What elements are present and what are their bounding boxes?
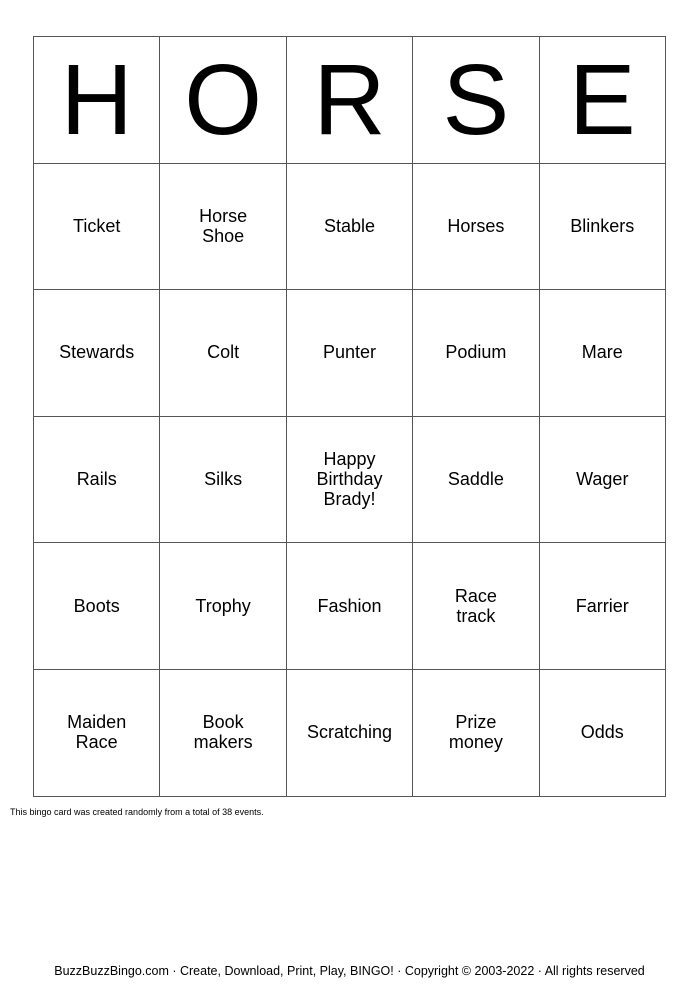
cell-text: Book makers <box>193 712 253 753</box>
bingo-cell <box>160 416 286 543</box>
header-letter: O <box>184 43 262 156</box>
bingo-cell <box>539 669 665 796</box>
bingo-cell <box>413 416 539 543</box>
generation-note: This bingo card was created randomly from a total of 38 events. <box>10 807 264 817</box>
cell-text: Scratching <box>306 722 392 743</box>
bingo-cell <box>160 543 286 670</box>
bingo-cell <box>413 163 539 290</box>
bingo-cell <box>413 290 539 417</box>
footer-credits: BuzzBuzzBingo.com · Create, Download, Print, Play, BINGO! · Copyright © 2003-2022 · All rights reserved <box>54 964 645 978</box>
header-letter: R <box>313 43 386 156</box>
cell-text: Mare <box>581 342 623 363</box>
cell-text: Odds <box>580 722 624 743</box>
cell-text: Maiden Race <box>67 712 127 753</box>
cell-text: Wager <box>576 469 629 490</box>
header-cell <box>286 37 412 164</box>
bingo-cell <box>286 290 412 417</box>
bingo-row <box>34 669 666 796</box>
cell-text: Horses <box>447 215 505 236</box>
bingo-cell <box>160 669 286 796</box>
bingo-card <box>33 36 666 797</box>
bingo-cell <box>413 543 539 670</box>
cell-text: Farrier <box>575 595 629 616</box>
bingo-cell <box>286 163 412 290</box>
bingo-row <box>34 163 666 290</box>
cell-text: Colt <box>207 342 240 363</box>
header-cell <box>160 37 286 164</box>
cell-text: Boots <box>73 595 120 616</box>
header-letter: S <box>442 43 510 156</box>
bingo-cell <box>34 163 160 290</box>
cell-text: Stable <box>323 215 375 236</box>
bingo-cell <box>34 669 160 796</box>
bingo-row <box>34 416 666 543</box>
header-row <box>34 37 666 164</box>
bingo-cell <box>34 543 160 670</box>
cell-text: Ticket <box>73 215 121 236</box>
bingo-cell <box>160 290 286 417</box>
bingo-cell <box>286 416 412 543</box>
bingo-cell <box>34 416 160 543</box>
bingo-cell <box>286 543 412 670</box>
bingo-cell <box>539 163 665 290</box>
cell-text: Stewards <box>59 342 135 363</box>
cell-text: Rails <box>76 469 117 490</box>
cell-text: Trophy <box>195 595 251 616</box>
cell-text: Saddle <box>447 469 504 490</box>
header-letter: E <box>568 43 636 156</box>
cell-text: Fashion <box>317 595 382 616</box>
header-letter: H <box>60 43 133 156</box>
cell-text: Punter <box>322 342 376 363</box>
bingo-cell <box>539 290 665 417</box>
bingo-cell <box>286 669 412 796</box>
cell-text: Race track <box>454 585 497 626</box>
bingo-cell <box>539 543 665 670</box>
cell-text: Happy Birthday Brady! <box>316 449 383 510</box>
bingo-cell <box>160 163 286 290</box>
bingo-cell <box>413 669 539 796</box>
bingo-cell <box>34 290 160 417</box>
header-cell <box>539 37 665 164</box>
bingo-row <box>34 543 666 670</box>
cell-text: Blinkers <box>570 215 635 236</box>
cell-text: Prize money <box>448 712 503 753</box>
cell-text: Silks <box>204 469 243 490</box>
cell-text: Podium <box>445 342 507 363</box>
header-cell <box>413 37 539 164</box>
cell-text: Horse Shoe <box>199 205 248 246</box>
bingo-cell <box>539 416 665 543</box>
bingo-row <box>34 290 666 417</box>
header-cell <box>34 37 160 164</box>
